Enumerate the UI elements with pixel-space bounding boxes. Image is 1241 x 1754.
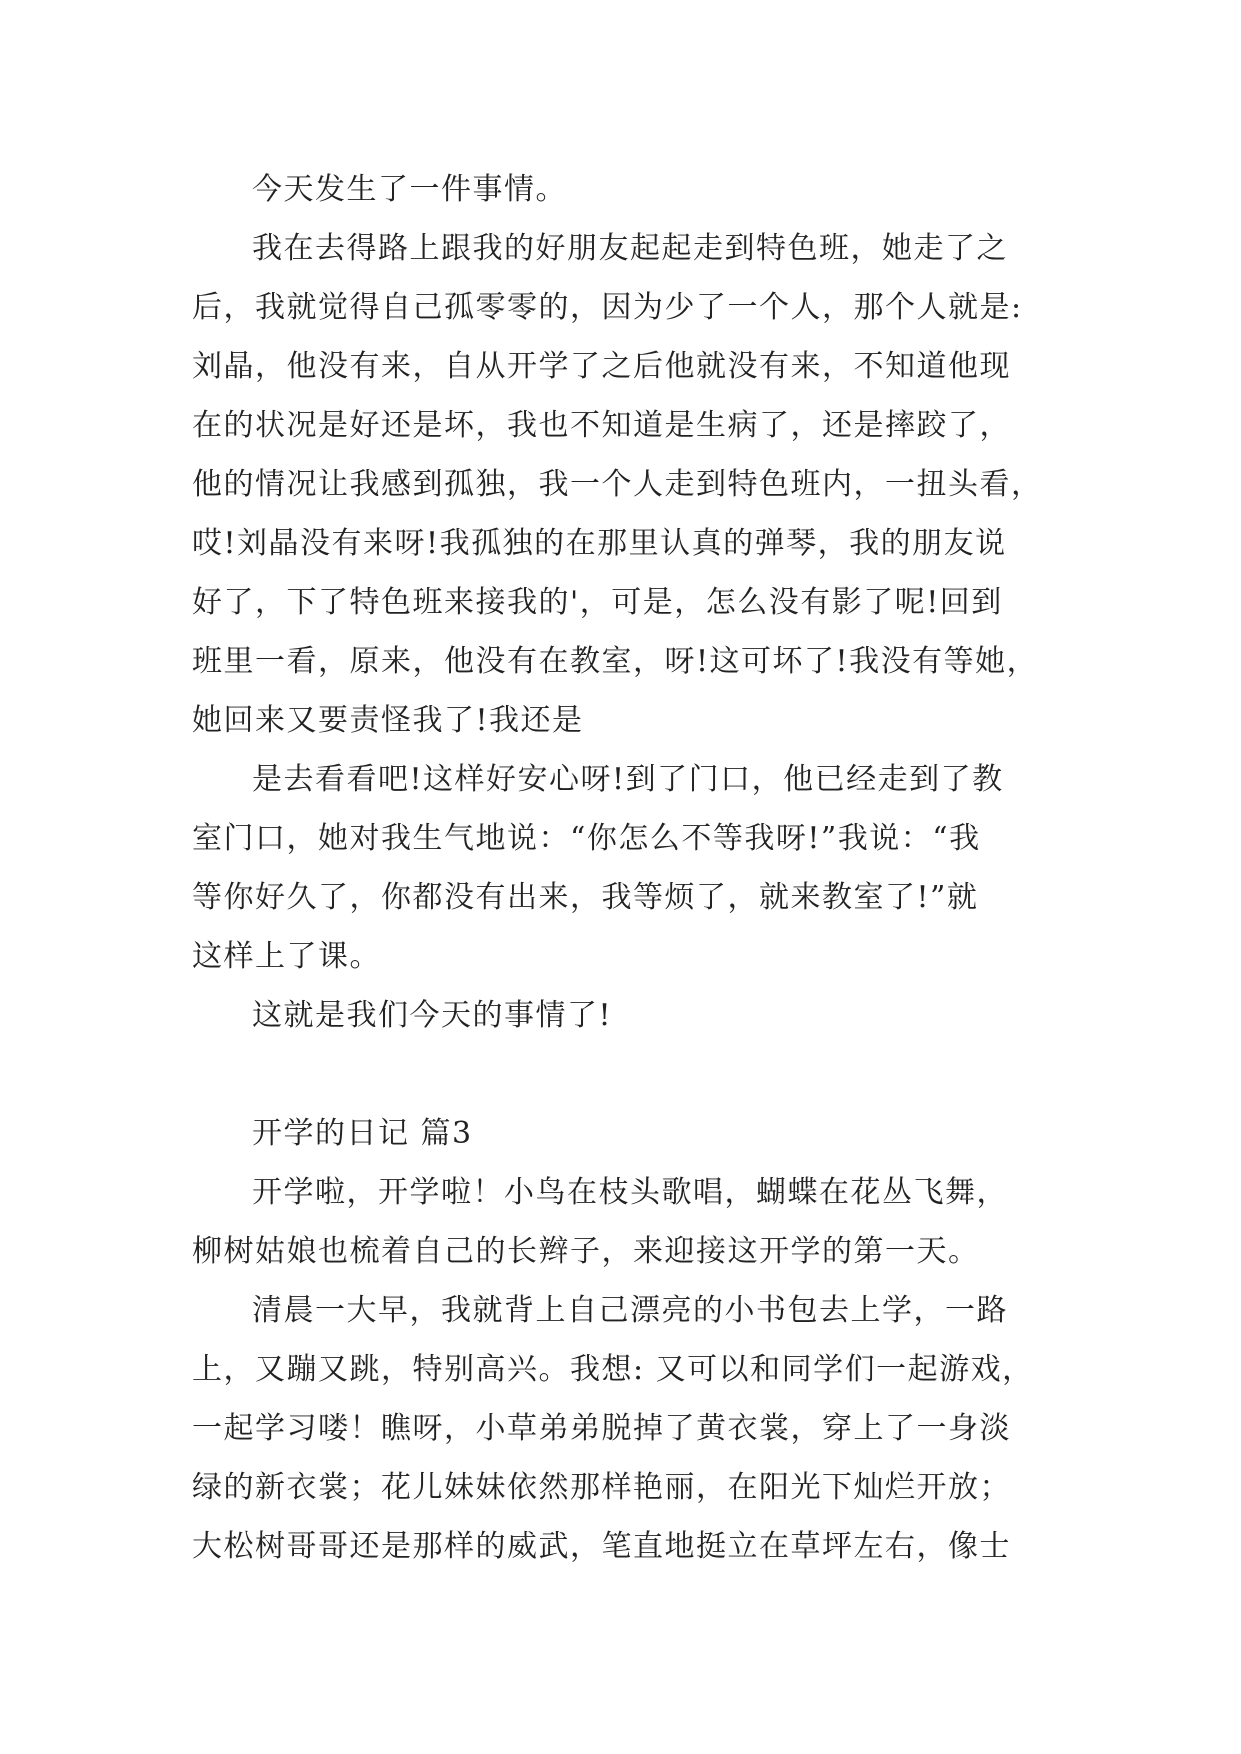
text-line: 室门口，她对我生气地说：“你怎么不等我呀!”我说：“我: [192, 821, 981, 856]
text-line: 上，又蹦又跳，特别高兴。我想: 又可以和同学们一起游戏，: [192, 1352, 1034, 1387]
section-spacer: [192, 1045, 1062, 1104]
text-line: 后，我就觉得自己孤零零的，因为少了一个人，那个人就是:: [192, 290, 1023, 325]
text-line: 是去看看吧!这样好安心呀!到了门口，他已经走到了教: [252, 762, 1004, 797]
paragraph-s2-p1: [192, 1163, 1062, 1281]
text-line: 清晨一大早，我就背上自己漂亮的小书包去上学，一路: [252, 1293, 1008, 1328]
text-line: 这样上了课。: [192, 939, 381, 974]
document-body: [192, 160, 1062, 1576]
text-line: 我在去得路上跟我的好朋友起起走到特色班，她走了之: [252, 231, 1008, 266]
text-line: 今天发生了一件事情。: [252, 172, 567, 207]
text-line: 柳树姑娘也梳着自己的长辫子，来迎接这开学的第一天。: [192, 1234, 980, 1269]
text-line: 开学啦，开学啦！小鸟在枝头歌唱，蝴蝶在花丛飞舞，: [252, 1175, 1008, 1210]
paragraph-s1-p4: [192, 986, 1062, 1045]
text-line: 哎!刘晶没有来呀!我孤独的在那里认真的弹琴，我的朋友说: [192, 526, 1007, 561]
paragraph-s1-p1: [192, 160, 1062, 219]
text-line: 大松树哥哥还是那样的威武，笔直地挺立在草坪左右，像士: [192, 1529, 1011, 1564]
text-line: 一起学习喽！瞧呀，小草弟弟脱掉了黄衣裳，穿上了一身淡: [192, 1411, 1011, 1446]
text-line: 她回来又要责怪我了!我还是: [192, 703, 584, 738]
text-line: 在的状况是好还是坏，我也不知道是生病了，还是摔跤了，: [192, 408, 1011, 443]
paragraph-s1-p2: [192, 219, 1062, 750]
text-line: 他的情况让我感到孤独，我一个人走到特色班内，一扭头看，: [192, 467, 1043, 502]
text-line: 等你好久了，你都没有出来，我等烦了，就来教室了!”就: [192, 880, 979, 915]
section-heading: 开学的日记 篇3: [252, 1116, 473, 1151]
text-line: 好了，下了特色班来接我的'，可是，怎么没有影了呢!回到: [192, 585, 1003, 620]
text-line: 刘晶，他没有来，自从开学了之后他就没有来，不知道他现: [192, 349, 1011, 384]
text-line: 这就是我们今天的事情了!: [252, 998, 613, 1033]
paragraph-s1-p3: [192, 750, 1062, 986]
text-line: 班里一看，原来，他没有在教室，呀!这可坏了!我没有等她，: [192, 644, 1039, 679]
paragraph-s2-p2: [192, 1281, 1062, 1576]
text-line: 绿的新衣裳；花儿妹妹依然那样艳丽，在阳光下灿烂开放；: [192, 1470, 1011, 1505]
